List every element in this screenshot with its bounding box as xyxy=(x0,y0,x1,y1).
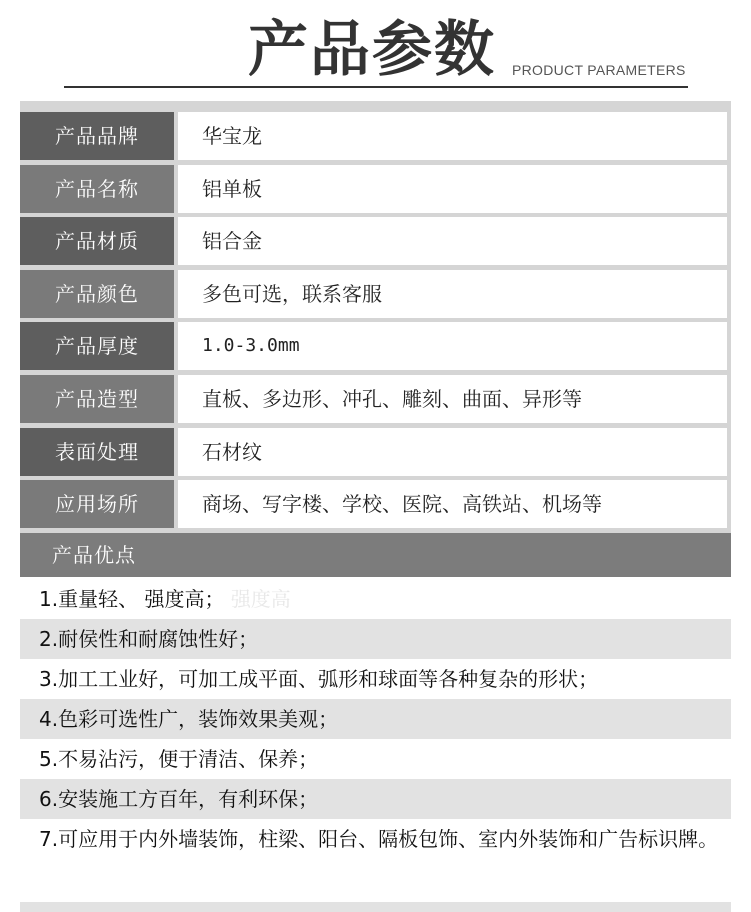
table-row xyxy=(20,375,731,428)
advantages-heading: 产品优点 xyxy=(20,533,731,577)
param-value-brand: 华宝龙 xyxy=(178,112,727,160)
list-item: 6.安装施工方百年，有利环保； xyxy=(20,779,731,819)
parameters-table xyxy=(20,101,731,533)
table-row xyxy=(20,480,731,533)
ghost-text: 强度高 xyxy=(230,587,291,611)
table-row xyxy=(20,165,731,218)
page-title: 产品参数 xyxy=(248,15,496,85)
param-label-brand: 产品品牌 xyxy=(20,112,174,160)
list-item: 3.加工工业好，可加工成平面、弧形和球面等各种复杂的形状； xyxy=(39,667,599,691)
table-row xyxy=(20,217,731,270)
param-value-color: 多色可选，联系客服 xyxy=(178,270,727,318)
param-value-name: 铝单板 xyxy=(178,165,727,213)
param-label-thickness: 产品厚度 xyxy=(20,322,174,370)
page-header xyxy=(0,0,751,100)
param-value-application: 商场、写字楼、学校、医院、高铁站、机场等 xyxy=(178,480,727,528)
page-subtitle: PRODUCT PARAMETERS xyxy=(512,62,686,78)
param-value-material: 铝合金 xyxy=(178,217,727,265)
param-value-shape: 直板、多边形、冲孔、雕刻、曲面、异形等 xyxy=(178,375,727,423)
table-row xyxy=(20,112,731,165)
table-row xyxy=(20,270,731,323)
list-item: 4.色彩可选性广，装饰效果美观； xyxy=(20,699,731,739)
param-label-surface: 表面处理 xyxy=(20,428,174,476)
param-label-shape: 产品造型 xyxy=(20,375,174,423)
param-label-name: 产品名称 xyxy=(20,165,174,213)
param-label-application: 应用场所 xyxy=(20,480,174,528)
param-value-thickness: 1.0-3.0mm xyxy=(178,322,727,370)
list-item: 7.可应用于内外墙装饰，柱梁、阳台、隔板包饰、室内外装饰和广告标识牌。 xyxy=(39,827,719,851)
title-underline xyxy=(64,86,688,88)
list-item xyxy=(20,579,731,619)
list-item: 5.不易沾污，便于清洁、保养； xyxy=(39,747,319,771)
param-value-surface: 石材纹 xyxy=(178,428,727,476)
advantages-list xyxy=(20,579,731,899)
list-item: 2.耐侯性和耐腐蚀性好； xyxy=(20,619,731,659)
advantage-text: 1.重量轻、 强度高； xyxy=(39,587,225,611)
table-row xyxy=(20,428,731,481)
bottom-bar xyxy=(20,902,731,912)
table-row xyxy=(20,322,731,375)
param-label-material: 产品材质 xyxy=(20,217,174,265)
param-label-color: 产品颜色 xyxy=(20,270,174,318)
